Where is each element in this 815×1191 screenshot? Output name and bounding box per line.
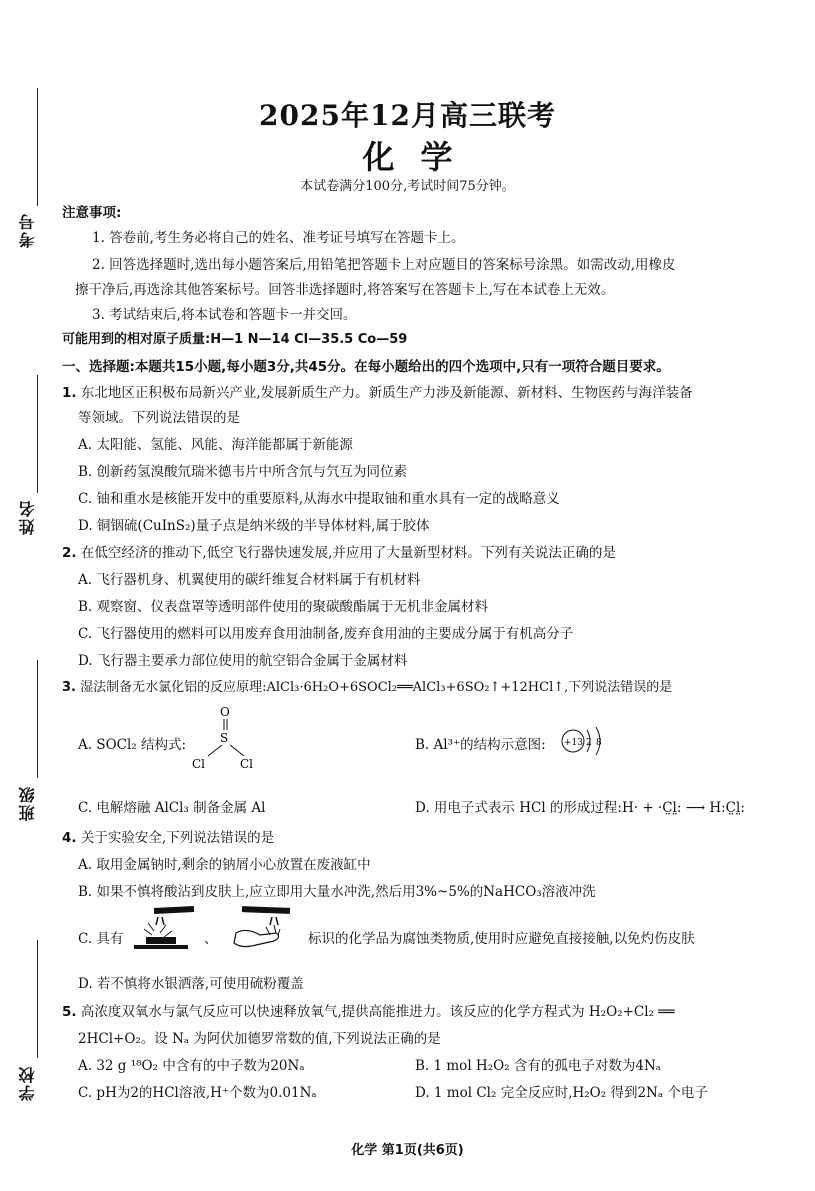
q5-option-a: A. 32 g ¹⁸O₂ 中含有的中子数为20Nₐ xyxy=(78,1058,305,1074)
q3-option-c: C. 电解熔融 AlCl₃ 制备金属 Al xyxy=(78,800,266,816)
q5-number: 5. xyxy=(62,1004,77,1020)
q4-stem-text: 关于实验安全,下列说法错误的是 xyxy=(80,830,275,846)
margin-line-4 xyxy=(37,940,38,1058)
q2-option-a: A. 飞行器机身、机翼使用的碳纤维复合材料属于有机材料 xyxy=(78,572,421,588)
struct-cl-2: Cl xyxy=(240,757,254,771)
page-title: 2025年12月高三联考 xyxy=(259,99,556,132)
q5-stem xyxy=(62,1000,675,1020)
notes-item-2-cont: 擦干净后,再选涂其他答案标号。回答非选择题时,将答案写在答题卡上,写在本试卷上无效。 xyxy=(75,282,615,298)
q4-option-a: A. 取用金属钠时,剩余的钠屑小心放置在废液缸中 xyxy=(78,857,371,873)
al-shell-2: 8 xyxy=(596,738,602,748)
q5-stem-text: 高浓度双氧水与氯气反应可以快速释放氧气,提供高能推进力。该反应的化学方程式为 H₂O₂+Cl₂ ══ xyxy=(80,1004,675,1020)
q5-stem-cont: 2HCl+O₂。设 Nₐ 为阿伏加德罗常数的值,下列说法正确的是 xyxy=(78,1031,441,1047)
q2-stem-text: 在低空经济的推动下,低空飞行器快速发展,并应用了大量新型材料。下列有关说法正确的是 xyxy=(80,545,616,561)
q3-option-d: D. 用电子式表示 HCl 的形成过程:H· + ·C̤l̤: ⟶ H:C̤l̤: xyxy=(415,800,745,816)
q2-number: 2. xyxy=(62,545,77,561)
q4-option-c-text: 标识的化学品为腐蚀类物质,使用时应避免直接接触,以免灼伤皮肤 xyxy=(308,931,695,947)
page-footer: 化学 第1页(共6页) xyxy=(351,1143,464,1158)
q4-option-d: D. 若不慎将水银洒落,可使用硫粉覆盖 xyxy=(78,976,304,992)
q3-option-b: B. Al³⁺的结构示意图: xyxy=(415,737,546,753)
q4-number: 4. xyxy=(62,830,77,846)
corrosive-pictogram-2 xyxy=(226,905,306,955)
q2-stem xyxy=(62,541,616,561)
notes-heading: 注意事项: xyxy=(62,205,122,221)
socl2-structure xyxy=(190,702,270,772)
q1-option-a: A. 太阳能、氢能、风能、海洋能都属于新能源 xyxy=(78,437,353,453)
margin-line-3 xyxy=(37,660,38,778)
q2-option-d: D. 飞行器主要承力部位使用的航空铝合金属于金属材料 xyxy=(78,653,408,669)
notes-item-2: 2. 回答选择题时,选出每小题答案后,用铅笔把答题卡上对应题目的答案标号涂黑。如需改动,用橡皮 xyxy=(92,257,676,273)
exam-no-label: 考号 xyxy=(18,212,37,248)
q3-number: 3. xyxy=(62,680,76,695)
q1-option-d: D. 铜铟硫(CuInS₂)量子点是纳米级的半导体材料,属于胶体 xyxy=(78,518,430,534)
corrosive-pictogram-1 xyxy=(130,905,200,953)
atomic-masses: 可能用到的相对原子质量:H—1 N—14 Cl—35.5 Co—59 xyxy=(62,332,408,347)
q1-stem-text: 东北地区正积极布局新兴产业,发展新质生产力。新质生产力涉及新能源、新材料、生物医药与海洋装备 xyxy=(80,385,693,401)
notes-item-1: 1. 答卷前,考生务必将自己的姓名、准考证号填写在答题卡上。 xyxy=(92,230,465,246)
class-label: 班级 xyxy=(18,785,37,821)
struct-o: O xyxy=(220,705,230,719)
struct-s: S xyxy=(220,731,229,745)
notes-item-3: 3. 考试结束后,将本试卷和答题卡一并交回。 xyxy=(92,307,357,323)
exam-info: 本试卷满分100分,考试时间75分钟。 xyxy=(300,179,515,194)
q5-option-b: B. 1 mol H₂O₂ 含有的孤电子对数为4Nₐ xyxy=(415,1058,661,1074)
q4-option-c-sep: 、 xyxy=(204,931,218,947)
q4-option-b: B. 如果不慎将酸沾到皮肤上,应立即用大量水冲洗,然后用3%~5%的NaHCO₃溶液冲洗 xyxy=(78,884,596,900)
struct-cl-1: Cl xyxy=(192,757,206,771)
q1-stem-cont: 等领域。下列说法错误的是 xyxy=(78,410,240,426)
q3-stem xyxy=(62,676,672,695)
subject-title: 化学 xyxy=(362,138,479,176)
q4-option-c-prefix: C. 具有 xyxy=(78,931,124,947)
q1-number: 1. xyxy=(62,385,77,401)
al-shell-1: 2 xyxy=(586,738,592,748)
q5-option-c: C. pH为2的HCl溶液,H⁺个数为0.01Nₐ xyxy=(78,1085,317,1101)
q5-option-d: D. 1 mol Cl₂ 完全反应时,H₂O₂ 得到2Nₐ 个电子 xyxy=(415,1085,708,1101)
q1-stem xyxy=(62,381,693,401)
section-heading: 一、选择题:本题共15小题,每小题3分,共45分。在每小题给出的四个选项中,只有一项符合题目要求。 xyxy=(62,359,670,375)
margin-line-2 xyxy=(37,375,38,493)
q2-option-b: B. 观察窗、仪表盘罩等透明部件使用的聚碳酸酯属于无机非金属材料 xyxy=(78,599,489,615)
name-label: 姓名 xyxy=(18,499,37,535)
q1-option-b: B. 创新药氢溴酸氘瑞米德韦片中所含氘与氕互为同位素 xyxy=(78,464,408,480)
school-label: 学校 xyxy=(18,1065,37,1101)
al-nucleus: +13 xyxy=(564,738,583,748)
q1-option-c: C. 铀和重水是核能开发中的重要原料,从海水中提取铀和重水具有一定的战略意义 xyxy=(78,491,560,507)
q4-stem xyxy=(62,826,274,846)
q2-option-c: C. 飞行器使用的燃料可以用废弃食用油制备,废弃食用油的主要成分属于有机高分子 xyxy=(78,626,574,642)
q3-stem-text: 湿法制备无水氯化铝的反应原理:AlCl₃·6H₂O+6SOCl₂══AlCl₃+6SO₂↑+12HCl↑,下列说法错误的是 xyxy=(80,680,673,695)
al-ion-diagram xyxy=(560,722,620,760)
q3-option-a: A. SOCl₂ 结构式: xyxy=(78,737,187,753)
